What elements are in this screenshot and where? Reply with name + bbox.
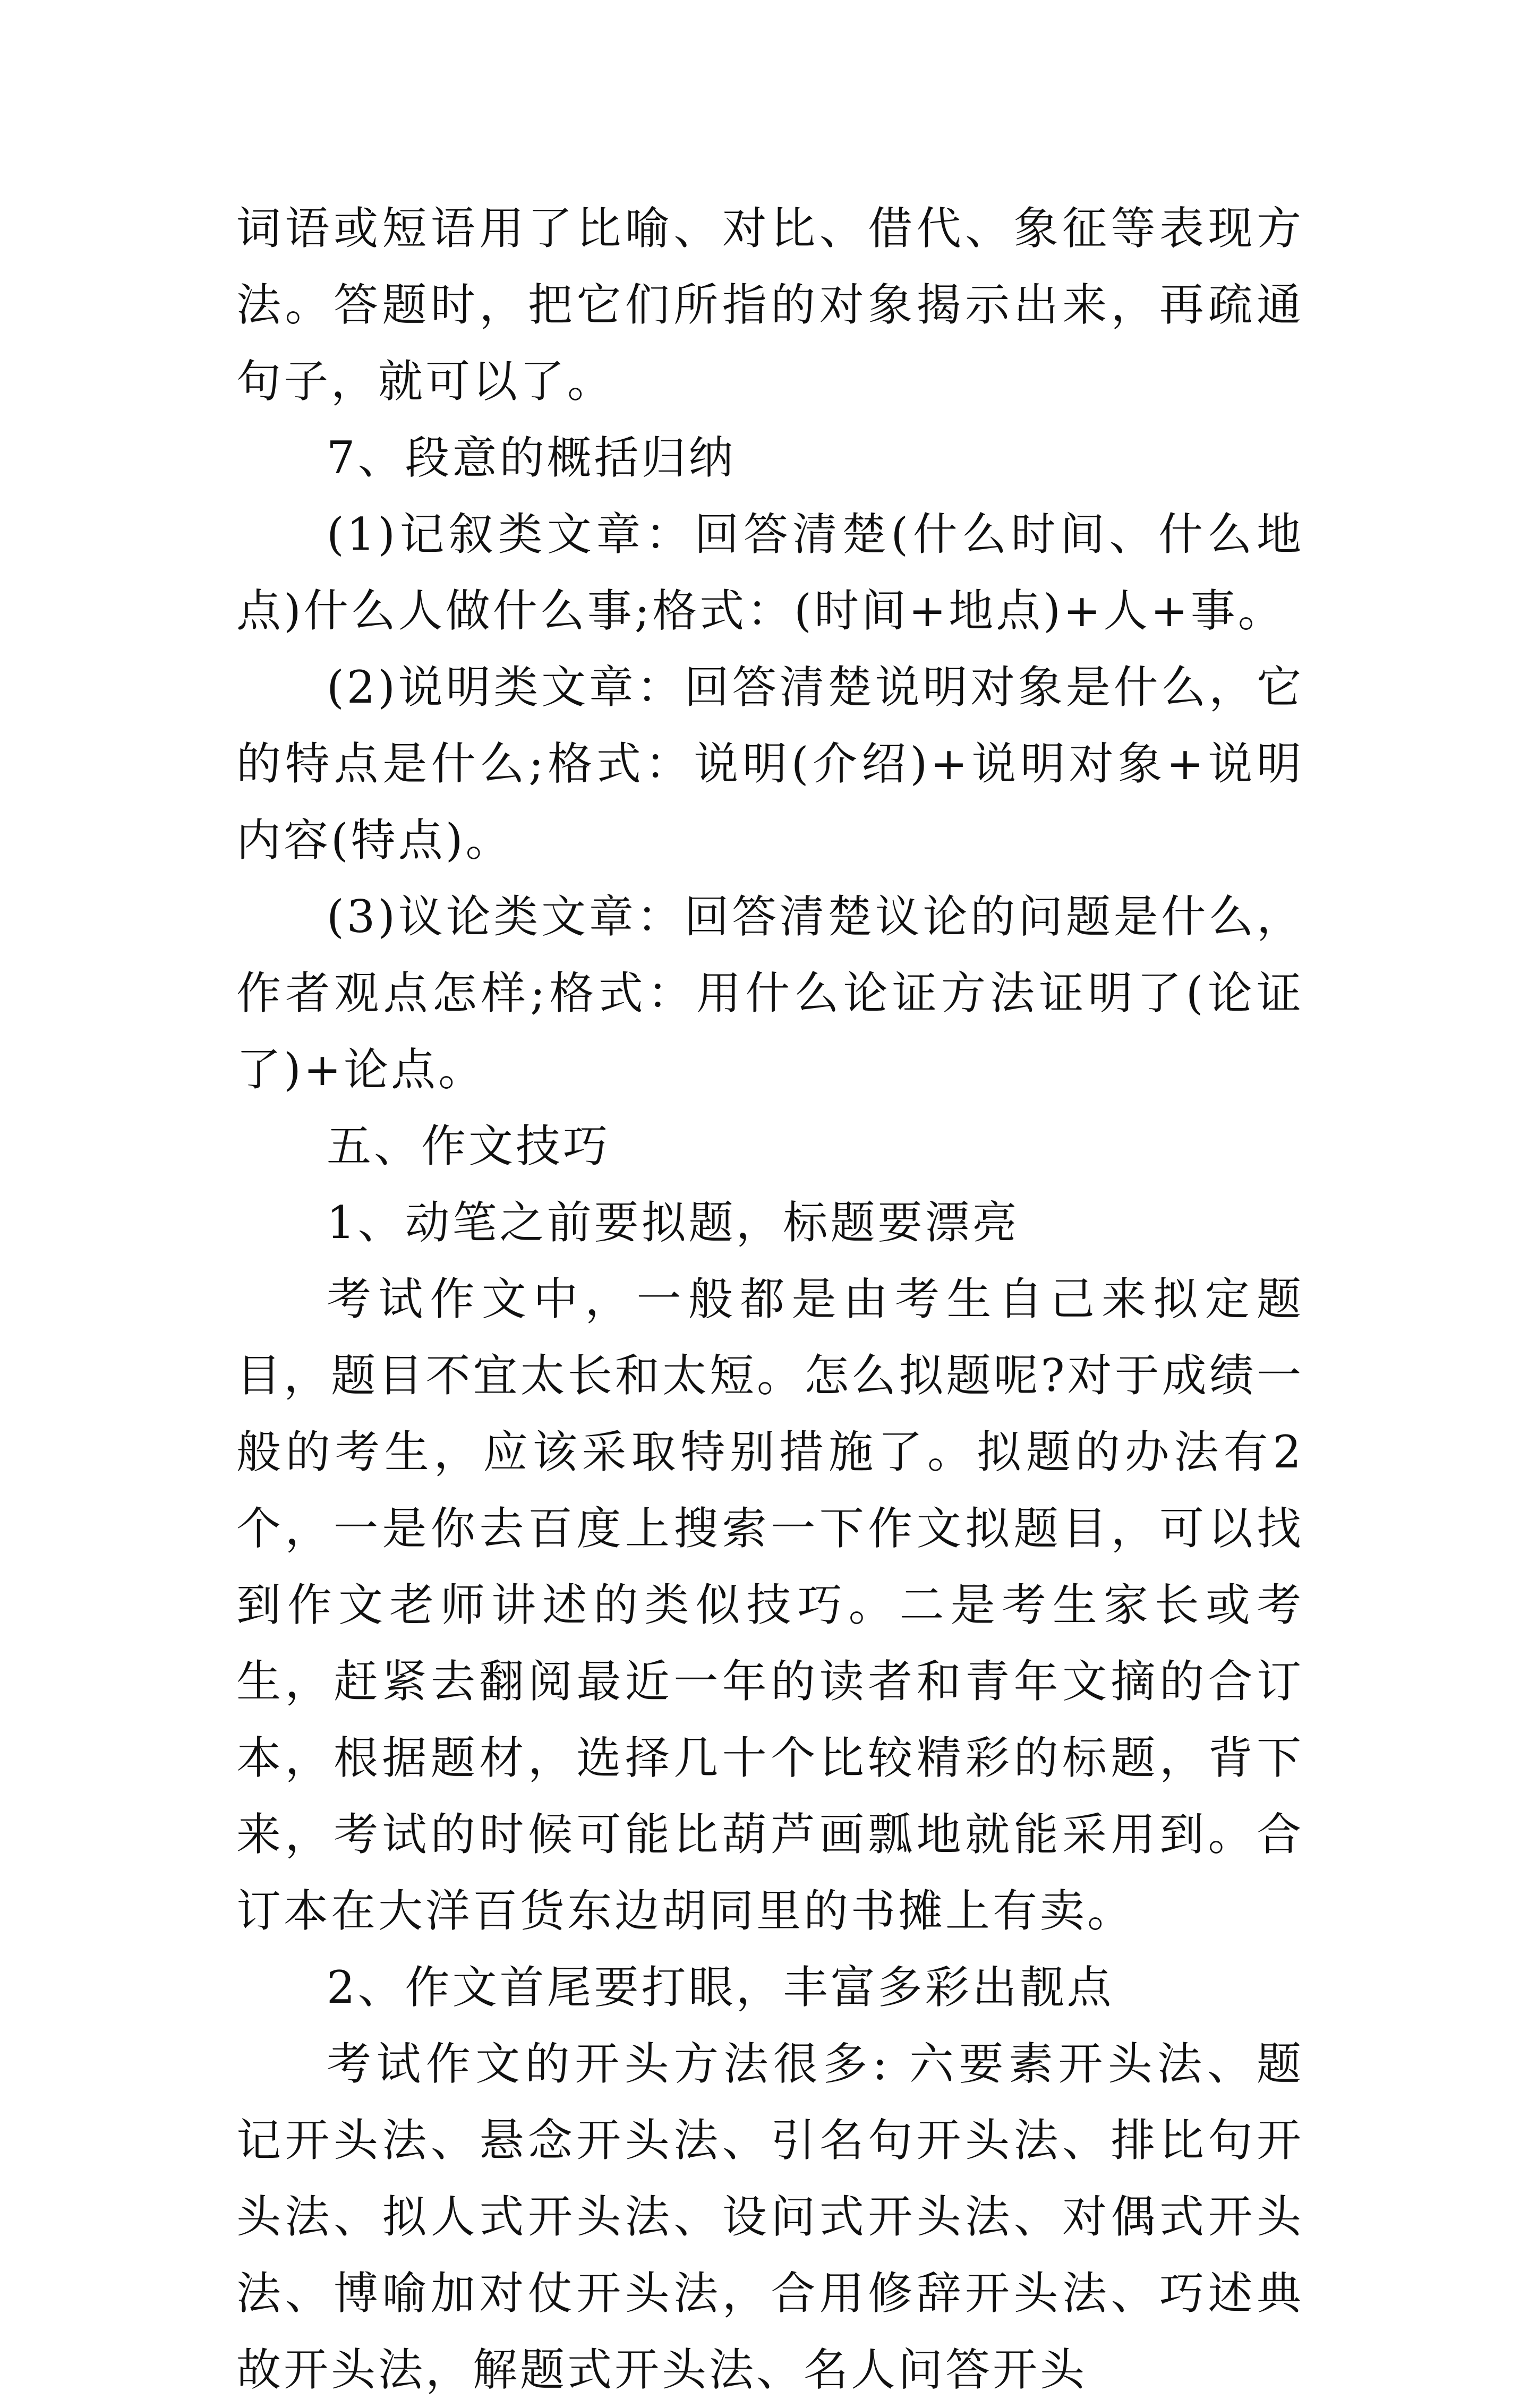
chapter-heading-5: 五、作文技巧: [327, 1120, 611, 1172]
paragraph-argumentative: (3)议论类文章：回答清楚议论的问题是什么，作者观点怎样;格式：用什么论证方法证明了(论证了)+论点。: [236, 891, 1304, 1096]
paragraph-title-tips: 考试作文中，一般都是由考生自己来拟定题目，题目不宜太长和太短。怎么拟题呢?对于成绩一般的考生，应该采取特别措施了。拟题的办法有2个，一是你去百度上搜索一下作文拟题目，可以找到作文老师讲述的类似技巧。二是考生家长或考生，赶紧去翻阅最近一年的读者和青年文摘的合订本，根据题材，选择几十个比较精彩的标题，背下来，考试的时候可能比葫芦画瓢地就能采用到。合订本在大洋百货东边胡同里的书摊上有卖。: [236, 1273, 1304, 1937]
section-heading-1: 1、动笔之前要拟题，标题要漂亮: [327, 1197, 1020, 1249]
section-heading-2: 2、作文首尾要打眼，丰富多彩出靓点: [327, 1961, 1114, 2013]
paragraph-opening-methods: 考试作文的开头方法很多: 六要素开头法、题记开头法、悬念开头法、引名句开头法、排比句开头法、拟人式开头法、设问式开头法、对偶式开头法、博喻加对仗开头法，合用修辞开头法、巧述典故开头法，解题式开头法、名人问答开头: [236, 2038, 1304, 2396]
paragraph-narrative: (1)记叙类文章：回答清楚(什么时间、什么地点)什么人做什么事;格式：(时间+地点)+人+事。: [236, 508, 1304, 637]
paragraph-expository: (2)说明类文章：回答清楚说明对象是什么，它的特点是什么;格式：说明(介绍)+说明对象+说明内容(特点)。: [236, 661, 1304, 866]
document-body: [236, 190, 1304, 2408]
paragraph-continuation: 词语或短语用了比喻、对比、借代、象征等表现方法。答题时，把它们所指的对象揭示出来，再疏通句子，就可以了。: [236, 202, 1304, 407]
section-heading-7: 7、段意的概括归纳: [327, 432, 736, 484]
